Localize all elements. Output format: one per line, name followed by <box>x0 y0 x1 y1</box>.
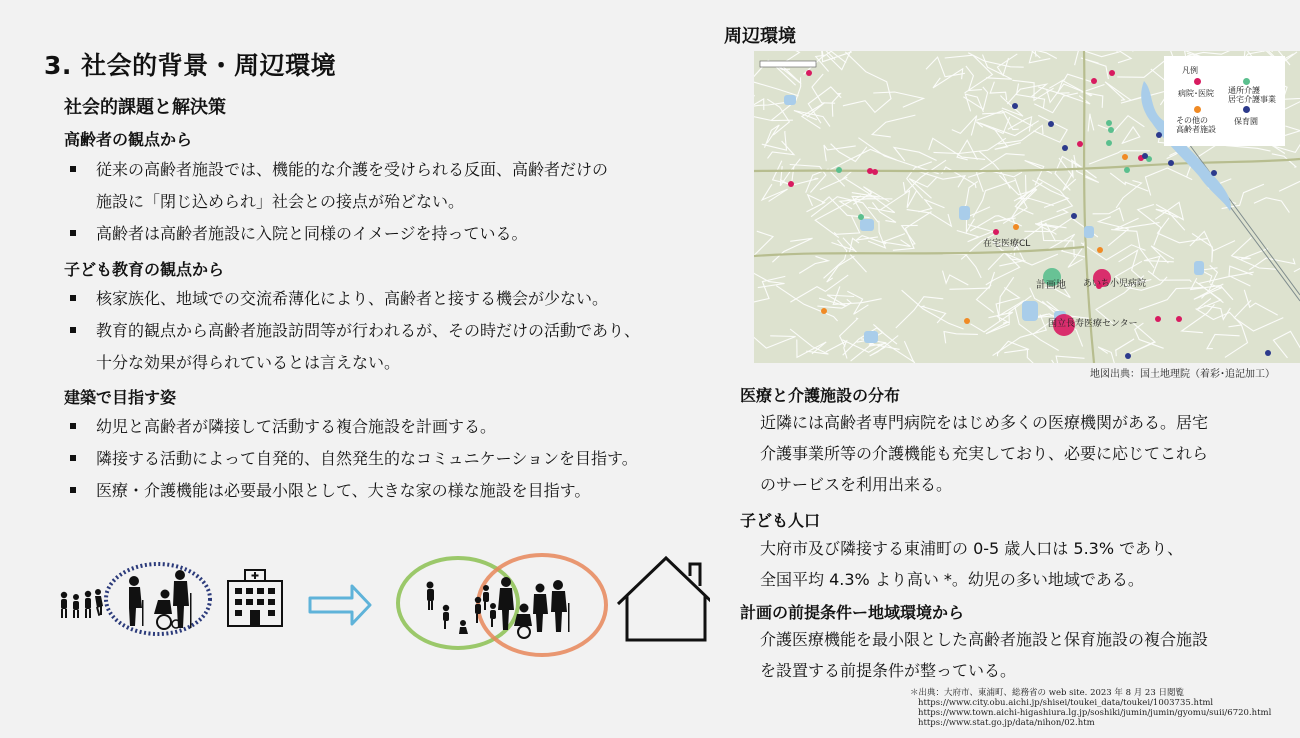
legend-title: 凡例 <box>1182 66 1198 75</box>
map-marker[interactable] <box>1077 141 1083 147</box>
map-marker[interactable] <box>1156 132 1162 138</box>
map-marker[interactable] <box>836 167 842 173</box>
section-heading-architecture: 建築で目指す姿 <box>64 388 177 407</box>
map-marker[interactable] <box>858 214 864 220</box>
map-marker[interactable] <box>788 181 794 187</box>
legend-elderly-dot <box>1194 106 1201 113</box>
map-marker[interactable] <box>1155 316 1161 322</box>
map-label-hospital: あいち小児病院 <box>1083 279 1147 289</box>
map-marker[interactable] <box>1106 120 1112 126</box>
map-marker[interactable] <box>867 168 873 174</box>
bullet-icon <box>70 230 76 236</box>
map-marker[interactable] <box>1265 350 1271 356</box>
map-marker[interactable] <box>1097 247 1103 253</box>
bullet-icon <box>70 295 76 301</box>
footnote: ＊出典：大府市、東浦町、総務省の web site. 2023 年 8 月 23 日閲覧 https://www.city.obu.aichi.jp/shisei/toukei_data/toukei/1003735.html https://www.town.aichi-higashiura.lg.jp/soshiki/jumin/jumin/gyomu/suii/6720.html https://www.stat.go.jp/data/nihon/02.htm <box>910 688 1272 728</box>
map-marker[interactable] <box>1211 170 1217 176</box>
surrounding-map[interactable] <box>754 51 1300 363</box>
bullet-icon <box>70 487 76 493</box>
map-marker[interactable] <box>1071 213 1077 219</box>
map-marker[interactable] <box>806 70 812 76</box>
map-marker[interactable] <box>1122 154 1128 160</box>
map-marker[interactable] <box>1062 145 1068 151</box>
map-legend <box>1164 56 1285 146</box>
left-heading: 社会的課題と解決策 <box>64 97 226 118</box>
bullet-children-1: 核家族化、地域での交流希薄化により、高齢者と接する機会が少ない。 <box>70 283 608 315</box>
section-heading-children-population: 子ども人口 <box>740 511 821 530</box>
map-marker[interactable] <box>1168 160 1174 166</box>
map-marker[interactable] <box>1176 316 1182 322</box>
arrow-icon <box>310 586 370 624</box>
legend-daycare-dot <box>1243 78 1250 85</box>
bullet-children-2: 教育的観点から高齢者施設訪問等が行われるが、その時だけの活動であり、 十分な効果が得られているとは言えない。 <box>70 315 640 379</box>
map-label-clinic: 在宅医療CL <box>983 239 1031 249</box>
children-icon <box>61 589 103 618</box>
paragraph-precondition: 介護医療機能を最小限とした高齢者施設と保育施設の複合施設 を設置する前提条件が整っている。 <box>760 630 1209 680</box>
bullet-architecture-2: 隣接する活動によって自発的、自然発生的なコミュニケーションを目指す。 <box>70 443 638 475</box>
legend-hospital: 病院･医院 <box>1178 89 1214 98</box>
map-source: 地図出典：国土地理院（着彩･追記加工） <box>1090 369 1275 380</box>
map-marker[interactable] <box>872 169 878 175</box>
mixed-group-icon <box>398 555 606 655</box>
bullet-icon <box>70 455 76 461</box>
page-title: 3. 社会的背景・周辺環境 <box>44 51 337 80</box>
map-marker[interactable] <box>1012 103 1018 109</box>
map-marker[interactable] <box>1124 167 1130 173</box>
map-marker[interactable] <box>993 229 999 235</box>
map-marker[interactable] <box>821 308 827 314</box>
legend-nursery: 保育園 <box>1234 117 1258 126</box>
section-heading-elderly: 高齢者の観点から <box>64 130 193 149</box>
hospital-icon <box>228 570 282 626</box>
paragraph-children-population: 大府市及び隣接する東浦町の 0-5 歳人口は 5.3% であり、 全国平均 4.3% より高い *。幼児の多い地域である。 <box>760 539 1184 589</box>
legend-daycare: 通所介護 居宅介護事業 <box>1228 86 1276 104</box>
bullet-icon <box>70 327 76 333</box>
map-marker[interactable] <box>1109 70 1115 76</box>
bullet-architecture-1: 幼児と高齢者が隣接して活動する複合施設を計画する。 <box>70 411 496 443</box>
map-label-site: 計画地 <box>1036 280 1066 291</box>
map-marker[interactable] <box>1125 353 1131 359</box>
bullet-elderly-2: 高齢者は高齢者施設に入院と同様のイメージを持っている。 <box>70 218 528 250</box>
bullet-elderly-1: 従来の高齢者施設では、機能的な介護を受けられる反面、高齢者だけの 施設に「閉じ込められ」社会との接点が殆どない。 <box>70 154 608 218</box>
map-marker[interactable] <box>1106 140 1112 146</box>
concept-illustration <box>50 548 710 658</box>
section-heading-precondition: 計画の前提条件ー地域環境から <box>740 603 965 622</box>
section-heading-medical: 医療と介護施設の分布 <box>740 386 901 405</box>
paragraph-medical: 近隣には高齢者専門病院をはじめ多くの医療機関がある。居宅 介護事業所等の介護機能も充実しており、必要に応じてこれら のサービスを利用出来る。 <box>760 413 1209 494</box>
bullet-icon <box>70 423 76 429</box>
map-marker[interactable] <box>1142 153 1148 159</box>
map-marker[interactable] <box>1013 224 1019 230</box>
house-icon <box>618 558 710 640</box>
bullet-architecture-3: 医療・介護機能は必要最小限として、大きな家の様な施設を目指す。 <box>70 475 590 507</box>
map-heading: 周辺環境 <box>724 26 796 47</box>
map-marker[interactable] <box>1048 121 1054 127</box>
section-heading-children: 子ども教育の観点から <box>64 260 225 279</box>
bullet-icon <box>70 166 76 172</box>
elderly-group-icon <box>106 564 210 634</box>
legend-hospital-dot <box>1194 78 1201 85</box>
map-marker[interactable] <box>1091 78 1097 84</box>
map-marker[interactable] <box>1108 127 1114 133</box>
legend-elderly: その他の 高齢者施設 <box>1176 116 1216 134</box>
map-marker[interactable] <box>964 318 970 324</box>
map-label-center: 国立長寿医療センター <box>1048 319 1138 329</box>
legend-nursery-dot <box>1243 106 1250 113</box>
